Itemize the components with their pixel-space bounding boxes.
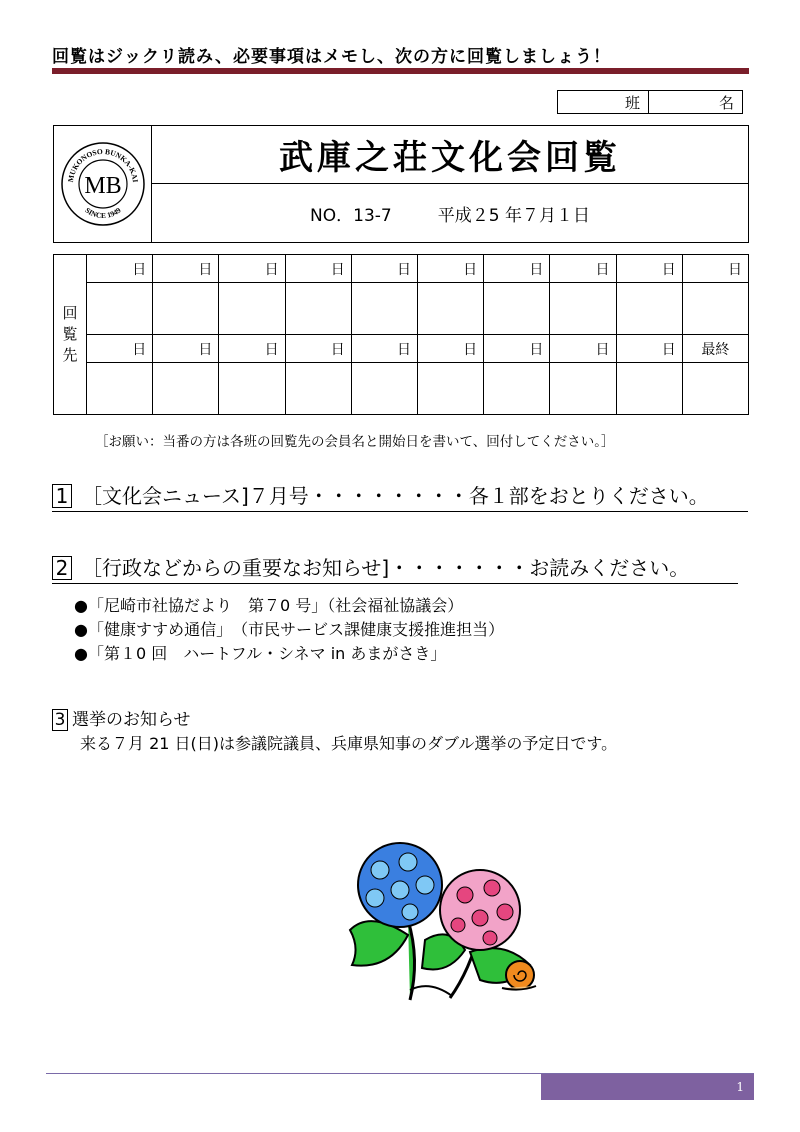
issue-info [152, 184, 748, 242]
date-cell[interactable]: 日 [285, 335, 351, 363]
member-cell[interactable] [285, 283, 351, 335]
issue-number: NO．13-7 [310, 205, 392, 226]
date-cell[interactable]: 日 [484, 255, 550, 283]
date-cell[interactable]: 日 [484, 335, 550, 363]
banner-rule [52, 68, 749, 74]
circulation-label: 回 覧 先 [54, 255, 87, 415]
member-cell[interactable] [219, 283, 285, 335]
member-cell[interactable] [616, 283, 682, 335]
section-3-title: 選挙のお知らせ [72, 710, 191, 730]
date-cell[interactable]: 日 [153, 335, 219, 363]
date-cell[interactable]: 日 [285, 255, 351, 283]
issue-date: 平成２5 年７月１日 [437, 205, 590, 226]
section-3-body: 来る７月 21 日(日)は参議院議員、兵庫県知事のダブル選挙の予定日です。 [80, 734, 618, 753]
circulation-instruction-banner: 回覧はジックリ読み、必要事項はメモし、次の方に回覧しましょう！ [52, 47, 612, 67]
member-cell[interactable] [87, 363, 153, 415]
item-1 [52, 480, 748, 512]
han-name-box [557, 90, 743, 114]
member-cell[interactable] [616, 363, 682, 415]
member-cell[interactable] [417, 283, 483, 335]
header-box [53, 125, 749, 243]
member-cell[interactable] [550, 363, 616, 415]
mb-seal-logo-icon [59, 140, 147, 228]
member-cell[interactable] [153, 363, 219, 415]
member-cell[interactable] [285, 363, 351, 415]
member-cell[interactable] [351, 363, 417, 415]
document-title: 武庫之荘文化会回覧 [152, 126, 748, 184]
final-cell[interactable]: 最終 [682, 335, 748, 363]
member-cell[interactable] [682, 363, 748, 415]
section-3-heading [52, 705, 191, 731]
date-cell[interactable]: 日 [351, 335, 417, 363]
date-cell[interactable]: 日 [550, 255, 616, 283]
list-item: ●「尼崎市社協だより 第７0 号」（社会福祉協議会） [74, 596, 464, 615]
date-cell[interactable]: 日 [87, 255, 153, 283]
item-2 [52, 552, 738, 584]
logo-arc-bottom: SINCE 1949 [82, 205, 123, 221]
item-2-number: 2 [52, 556, 72, 580]
logo-arc-top: MUKONOSO BUNKA-KAI [65, 146, 140, 183]
logo-cell [54, 126, 152, 242]
date-cell[interactable]: 日 [682, 255, 748, 283]
page-number: 1 [736, 1080, 744, 1094]
date-cell[interactable]: 日 [351, 255, 417, 283]
item-2-text: ［行政などからの重要なお知らせ]・・・・・・・お読みください。 [82, 556, 690, 580]
logo-initials: MB [83, 173, 122, 199]
name-label: 名 [718, 93, 734, 112]
date-cell[interactable]: 日 [219, 255, 285, 283]
bulletin-list [74, 594, 504, 666]
date-cell[interactable]: 日 [616, 255, 682, 283]
list-item: ●「第１0 回 ハートフル・シネマ in あまがさき」 [74, 644, 447, 663]
han-label: 班 [558, 91, 649, 113]
member-cell[interactable] [87, 283, 153, 335]
member-cell[interactable] [682, 283, 748, 335]
list-item: ●「健康すすめ通信」 （市民サービス課健康支援推進担当） [74, 620, 505, 639]
member-cell[interactable] [351, 283, 417, 335]
page-number-bar [541, 1074, 754, 1100]
date-cell[interactable]: 日 [219, 335, 285, 363]
member-cell[interactable] [484, 283, 550, 335]
date-cell[interactable]: 日 [417, 335, 483, 363]
member-cell[interactable] [417, 363, 483, 415]
section-3-number: 3 [52, 709, 68, 731]
item-1-number: 1 [52, 484, 72, 508]
date-cell[interactable]: 日 [616, 335, 682, 363]
member-cell[interactable] [550, 283, 616, 335]
member-cell[interactable] [484, 363, 550, 415]
date-cell[interactable]: 日 [87, 335, 153, 363]
hydrangea-illustration-icon [330, 840, 550, 1010]
circulation-table [53, 254, 749, 415]
date-cell[interactable]: 日 [417, 255, 483, 283]
date-cell[interactable]: 日 [550, 335, 616, 363]
item-1-text: ［文化会ニュース]７月号・・・・・・・・各１部をおとりください。 [82, 484, 709, 508]
date-cell[interactable]: 日 [153, 255, 219, 283]
request-note: ［お願い：当番の方は各班の回覧先の会員名と開始日を書いて、回付してください。］ [95, 434, 615, 450]
title-cell [152, 126, 748, 242]
member-cell[interactable] [219, 363, 285, 415]
member-cell[interactable] [153, 283, 219, 335]
